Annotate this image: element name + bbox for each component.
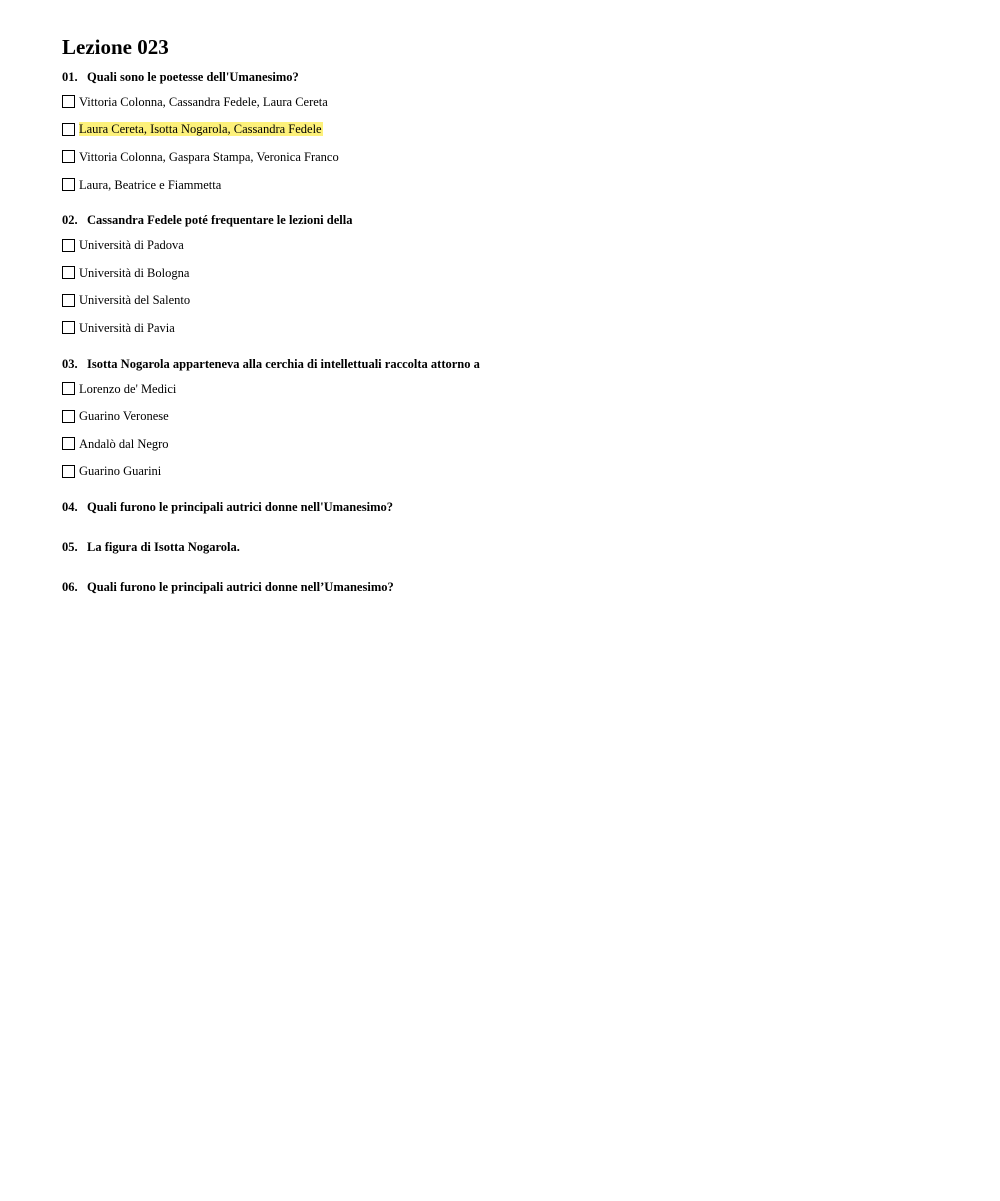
checkbox[interactable] (62, 150, 75, 163)
question-number: 02. (62, 213, 78, 228)
checkbox[interactable] (62, 239, 75, 252)
option-text: Andalò dal Negro (79, 436, 169, 451)
option-row[interactable] (62, 231, 962, 259)
option-row[interactable] (62, 88, 962, 116)
question-text: Isotta Nogarola apparteneva alla cerchia di intellettuali raccolta attorno a (87, 356, 480, 371)
checkbox[interactable] (62, 410, 75, 423)
question-text: La figura di Isotta Nogarola. (87, 540, 240, 555)
option-text: Università del Salento (79, 293, 191, 308)
question-02 (62, 212, 962, 355)
spacer (62, 198, 962, 212)
question-header (62, 579, 962, 595)
option-row[interactable] (62, 143, 962, 171)
option-row[interactable] (62, 314, 962, 342)
question-text: Quali sono le poetesse dell'Umanesimo? (87, 70, 299, 84)
option-row[interactable] (62, 375, 962, 403)
option-text: Vittoria Colonna, Cassandra Fedele, Laura Cereta (79, 94, 328, 109)
question-06 (62, 579, 962, 595)
option-text: Guarino Veronese (79, 409, 169, 424)
checkbox[interactable] (62, 437, 75, 450)
question-header (62, 69, 962, 85)
question-03 (62, 356, 962, 499)
question-04 (62, 499, 962, 539)
checkbox[interactable] (62, 294, 75, 307)
option-text: Laura, Beatrice e Fiammetta (79, 177, 222, 192)
option-text: Università di Padova (79, 238, 184, 253)
option-text: Guarino Guarini (79, 464, 162, 479)
options-list (62, 88, 962, 198)
option-row[interactable] (62, 402, 962, 430)
option-row[interactable] (62, 116, 962, 144)
spacer (62, 555, 962, 579)
question-text: Quali furono le principali autrici donne nell'Umanesimo? (87, 500, 394, 515)
checkbox[interactable] (62, 95, 75, 108)
option-text: Università di Pavia (79, 320, 175, 335)
option-row[interactable] (62, 259, 962, 287)
question-number: 03. (62, 356, 78, 371)
option-text: Lorenzo de' Medici (79, 381, 177, 396)
question-header (62, 212, 962, 228)
checkbox[interactable] (62, 465, 75, 478)
question-text: Cassandra Fedele poté frequentare le lezioni della (87, 213, 353, 228)
spacer (62, 515, 962, 539)
options-list (62, 375, 962, 485)
checkbox[interactable] (62, 178, 75, 191)
checkbox[interactable] (62, 382, 75, 395)
option-row[interactable] (62, 430, 962, 458)
options-list (62, 231, 962, 341)
option-row[interactable] (62, 287, 962, 315)
question-number: 04. (62, 500, 78, 515)
checkbox[interactable] (62, 266, 75, 279)
question-header (62, 356, 962, 372)
option-text-highlighted: Laura Cereta, Isotta Nogarola, Cassandra Fedele (79, 122, 322, 137)
question-number: 05. (62, 540, 78, 555)
question-05 (62, 539, 962, 579)
question-number: 01. (62, 70, 78, 84)
checkbox[interactable] (62, 321, 75, 334)
spacer (62, 485, 962, 499)
option-text: Vittoria Colonna, Gaspara Stampa, Veronica Franco (79, 149, 339, 164)
question-header (62, 499, 962, 515)
question-header (62, 539, 962, 555)
option-text: Università di Bologna (79, 265, 190, 280)
option-row[interactable] (62, 171, 962, 199)
document-page (62, 35, 962, 595)
question-01 (62, 69, 962, 212)
spacer (62, 342, 962, 356)
lesson-title: Lezione 023 (62, 35, 169, 59)
question-number: 06. (62, 580, 78, 595)
checkbox[interactable] (62, 123, 75, 136)
option-row[interactable] (62, 458, 962, 486)
question-text: Quali furono le principali autrici donne nell’Umanesimo? (87, 580, 394, 595)
